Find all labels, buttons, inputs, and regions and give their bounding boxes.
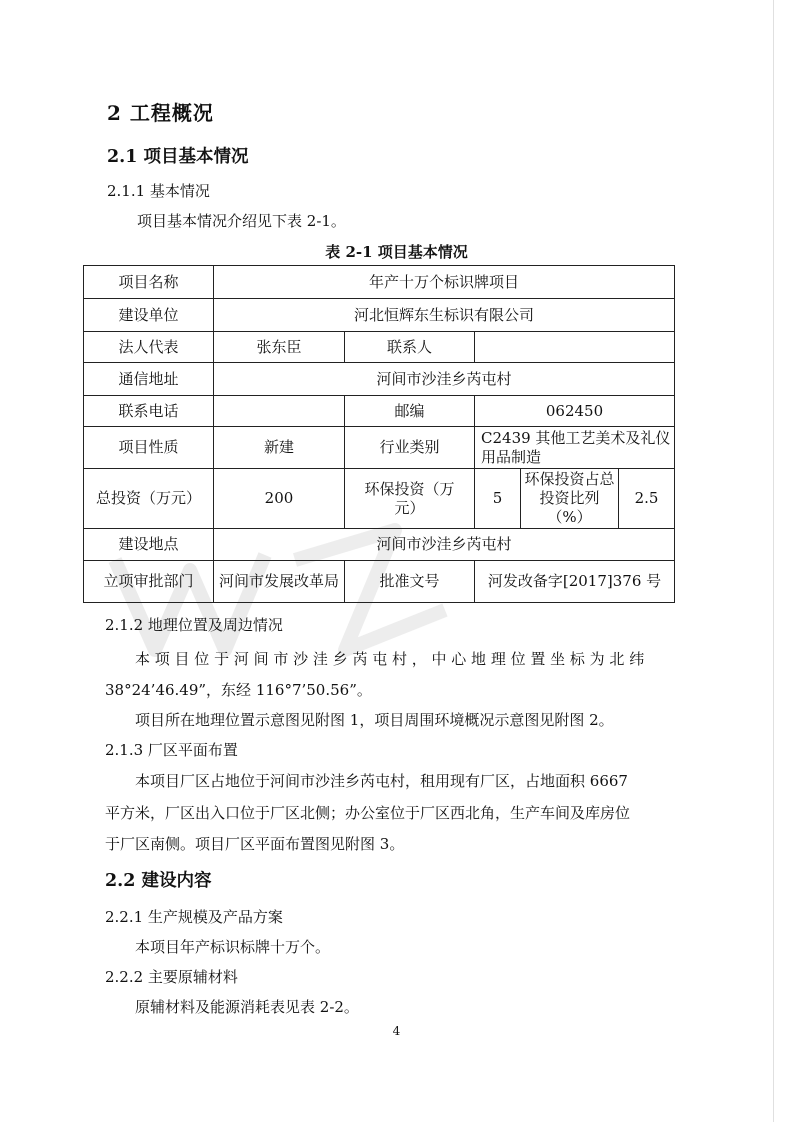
table-label: 项目性质: [84, 427, 214, 469]
table-label: 建设地点: [84, 529, 214, 561]
table-row: [84, 266, 675, 299]
paragraph-layout-line-3: 于厂区南侧。项目厂区平面布置图见附图 3。: [105, 835, 405, 853]
table-label: 联系电话: [84, 396, 214, 427]
table-value: 河间市沙洼乡芮屯村: [214, 363, 675, 396]
table-value: 062450: [475, 396, 675, 427]
table-value: 河间市发展改革局: [214, 561, 345, 603]
table-label: 建设单位: [84, 299, 214, 332]
paragraph-materials: 原辅材料及能源消耗表见表 2-2。: [135, 998, 359, 1016]
table-label: 环保投资（万元）: [345, 469, 475, 529]
heading-2-2-2: 2.2.2 主要原辅材料: [105, 968, 238, 986]
table-caption: 表 2-1 项目基本情况: [325, 243, 468, 261]
table-label: 邮编: [345, 396, 475, 427]
table-value: 200: [214, 469, 345, 529]
paragraph-intro: 项目基本情况介绍见下表 2-1。: [137, 212, 346, 230]
table-row: [84, 427, 675, 469]
table-row: [84, 299, 675, 332]
paragraph-geo-line-2: 38°24’46.49”，东经 116°7’50.56”。: [105, 681, 372, 699]
table-label: 通信地址: [84, 363, 214, 396]
scan-edge: [773, 0, 774, 1122]
table-row: [84, 529, 675, 561]
table-value: C2439 其他工艺美术及礼仪用品制造: [475, 427, 675, 469]
paragraph-geo-line-3: 项目所在地理位置示意图见附图 1，项目周围环境概况示意图见附图 2。: [135, 711, 614, 729]
heading-2-1-2: 2.1.2 地理位置及周边情况: [105, 616, 283, 634]
page-number: 4: [392, 1024, 401, 1038]
paragraph-scale: 本项目年产标识标牌十万个。: [135, 938, 331, 956]
table-row: [84, 561, 675, 603]
table-label: 总投资（万元）: [84, 469, 214, 529]
table-value: [214, 396, 345, 427]
table-label: 项目名称: [84, 266, 214, 299]
table-value: 新建: [214, 427, 345, 469]
heading-2-1: 2.1 项目基本情况: [107, 147, 249, 167]
table-value: 张东臣: [214, 332, 345, 363]
heading-chapter-2: 2 工程概况: [107, 101, 214, 125]
table-value: 河间市沙洼乡芮屯村: [214, 529, 675, 561]
table-value: 年产十万个标识牌项目: [214, 266, 675, 299]
table-label: 行业类别: [345, 427, 475, 469]
table-value: 河北恒辉东生标识有限公司: [214, 299, 675, 332]
paragraph-geo-line-1: 本 项 目 位 于 河 间 市 沙 洼 乡 芮 屯 村 ， 中 心 地 理 位 置 坐 标 为 北 纬: [135, 650, 645, 668]
heading-2-1-3: 2.1.3 厂区平面布置: [105, 741, 238, 759]
table-value: [475, 332, 675, 363]
table-row: [84, 332, 675, 363]
table-label: 法人代表: [84, 332, 214, 363]
table-row: [84, 469, 675, 529]
table-value: 5: [475, 469, 521, 529]
heading-2-2-1: 2.2.1 生产规模及产品方案: [105, 908, 283, 926]
paragraph-layout-line-2: 平方米，厂区出入口位于厂区北侧；办公室位于厂区西北角，生产车间及库房位: [105, 804, 631, 822]
table-label: 环保投资占总投资比列（%）: [521, 469, 619, 529]
paragraph-layout-line-1: 本项目厂区占地位于河间市沙洼乡芮屯村，租用现有厂区，占地面积 6667: [135, 772, 628, 790]
table-label: 立项审批部门: [84, 561, 214, 603]
project-basic-info-table: [83, 265, 675, 603]
heading-2-1-1: 2.1.1 基本情况: [107, 182, 210, 200]
table-value: 河发改备字[2017]376 号: [475, 561, 675, 603]
table-row: [84, 396, 675, 427]
table-value: 2.5: [619, 469, 675, 529]
table-row: [84, 363, 675, 396]
table-label: 批准文号: [345, 561, 475, 603]
heading-2-2: 2.2 建设内容: [105, 871, 212, 891]
table-label: 联系人: [345, 332, 475, 363]
